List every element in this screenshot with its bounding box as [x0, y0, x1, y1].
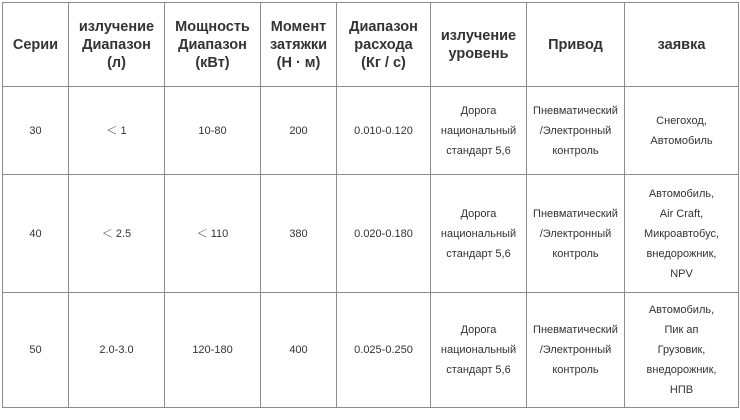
cell-drive: Пневматический /Электронный контроль — [527, 293, 625, 408]
cell-series: 30 — [3, 87, 69, 175]
cell-power-range: 120-180 — [165, 293, 261, 408]
cell-drive: Пневматический /Электронный контроль — [527, 175, 625, 293]
cell-emission-range: ＜ 2.5 — [69, 175, 165, 293]
cell-torque: 380 — [261, 175, 337, 293]
cell-series: 40 — [3, 175, 69, 293]
cell-drive: Пневматический /Электронный контроль — [527, 87, 625, 175]
cell-power-range: 10-80 — [165, 87, 261, 175]
cell-application: Автомобиль, Пик ап Грузовик, внедорожник, НПВ — [625, 293, 739, 408]
specs-table — [2, 2, 739, 408]
header-power-range: Мощность Диапазон (кВт) — [165, 3, 261, 87]
table-row — [3, 175, 739, 293]
header-series: Серии — [3, 3, 69, 87]
table-row — [3, 293, 739, 408]
header-emission-level: излучение уровень — [431, 3, 527, 87]
header-application: заявка — [625, 3, 739, 87]
cell-emission-level: Дорога национальный стандарт 5,6 — [431, 87, 527, 175]
cell-torque: 200 — [261, 87, 337, 175]
header-row — [3, 3, 739, 87]
header-flow-range: Диапазон расхода (Кг / с) — [337, 3, 431, 87]
cell-flow-range: 0.025-0.250 — [337, 293, 431, 408]
cell-application: Снегоход, Автомобиль — [625, 87, 739, 175]
cell-power-range: ＜ 110 — [165, 175, 261, 293]
table-row — [3, 87, 739, 175]
cell-flow-range: 0.010-0.120 — [337, 87, 431, 175]
cell-emission-level: Дорога национальный стандарт 5,6 — [431, 293, 527, 408]
cell-series: 50 — [3, 293, 69, 408]
cell-flow-range: 0.020-0.180 — [337, 175, 431, 293]
cell-emission-level: Дорога национальный стандарт 5,6 — [431, 175, 527, 293]
header-torque: Момент затяжки (Н · м) — [261, 3, 337, 87]
cell-application: Автомобиль, Air Craft, Микроавтобус, внедорожник, NPV — [625, 175, 739, 293]
cell-emission-range: 2.0-3.0 — [69, 293, 165, 408]
cell-emission-range: ＜ 1 — [69, 87, 165, 175]
header-emission-range: излучение Диапазон (л) — [69, 3, 165, 87]
header-drive: Привод — [527, 3, 625, 87]
cell-torque: 400 — [261, 293, 337, 408]
